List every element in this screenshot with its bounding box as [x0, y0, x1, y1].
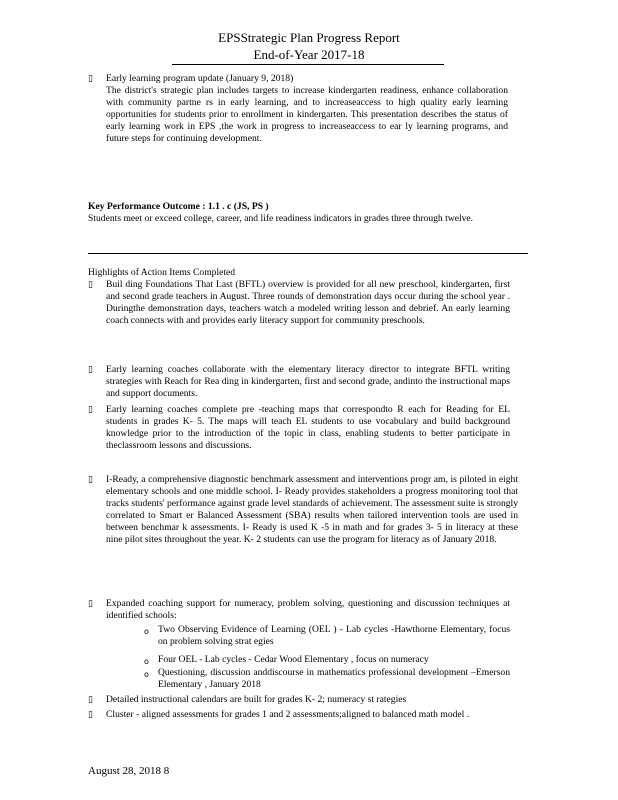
sub-bullet-icon: o	[144, 657, 149, 666]
highlights-heading: Highlights of Action Items Completed	[88, 267, 236, 278]
sub-bullet-icon: o	[144, 627, 149, 636]
bullet-icon: ▯	[88, 365, 93, 375]
bullet-icon: ▯	[88, 280, 93, 290]
section-divider	[88, 253, 528, 254]
report-subtitle: End-of-Year 2017-18	[253, 47, 365, 62]
title-underline	[172, 64, 444, 65]
list-item: Expanded coaching support for numeracy, problem solving, questioning and discussion techniques at identified schools:	[106, 598, 510, 622]
kpo-body: Students meet or exceed college, career, and life readiness indicators in grades three through twelve.	[88, 213, 474, 224]
sub-bullet-icon: o	[144, 670, 149, 679]
bullet-icon: ▯	[88, 599, 93, 609]
list-item: Early learning coaches collaborate with the elementary literacy director to integrate BFTL writing strategies with Reach for Rea ding in kindergarten, first and second grade, andinto the instructional maps and support documents.	[106, 364, 510, 400]
kpo-label: Key Performance Outcome : 1.1 . c (JS, PS )	[88, 201, 269, 212]
bullet-icon: ▯	[88, 475, 93, 485]
list-item: Detailed instructional calendars are built for grades K- 2; numeracy st rategies	[106, 694, 407, 705]
bullet-icon: ▯	[88, 695, 93, 705]
footer-date: August 28, 2018 8	[88, 765, 170, 777]
bullet-icon: ▯	[88, 405, 93, 415]
list-item: Buil ding Foundations That Last (BFTL) overview is provided for all new preschool, kindergarten, first and second grade teachers in August. Three rounds of demonstration days occur during the school year . Duringthe demonstration days, teachers watch a modeled writing lesson and debrief. An early learning coach connects with and provides early literacy support for community preschools.	[106, 279, 510, 327]
list-item: I-Ready, a comprehensive diagnostic benchmark assessment and interventions progr am, is piloted in eight elementary schools and one middle school. I- Ready provides stakeholders a progress monitoring tool that tracks students' performance against grade level standards of achievement. The assessment suite is strongly correlated to Smart er Balanced Assessment (SBA) results when tailored intervention tools are used in between benchmar k assessments. I- Ready is used K -5 in math and for grades 3- 5 in literacy at these nine pilot sites throughout the year. K- 2 students can use the program for literacy as of January 2018.	[106, 474, 518, 546]
bullet-icon: ▯	[88, 74, 93, 84]
list-item: Cluster - aligned assessments for grades 1 and 2 assessments;aligned to balanced math model .	[106, 709, 470, 720]
report-title: EPSStrategic Plan Progress Report	[218, 30, 400, 45]
sub-list-item: Questioning, discussion anddiscourse in mathematics professional development –Emerson Elementary , January 2018	[158, 667, 510, 691]
list-item: Early learning coaches complete pre -teaching maps that correspondto R each for Reading for EL students in grades K- 5. The maps will teach EL students to use vocabulary and build background knowledge prior to the introduction of the topic in class, enabling students to better participate in theclassroom lessons and discussions.	[106, 404, 510, 452]
sub-list-item: Four OEL - Lab cycles - Cedar Wood Elementary , focus on numeracy	[158, 654, 429, 665]
intro-heading: Early learning program update (January 9, 2018)	[106, 73, 294, 84]
intro-body: The district's strategic plan includes targets to increase kindergarten readiness, enhance collaboration with community partne rs in early learning, and to increaseaccess to high quality early learning opportunities for students prior to enrollment in kindergarten. This presentation describes the status of early learning work in EPS ,the work in progress to increaseaccess to ear ly learning programs, and future steps for continuing development.	[106, 85, 508, 145]
sub-list-item: Two Observing Evidence of Learning (OEL ) - Lab cycles -Hawthorne Elementary, focus on problem solving strat egies	[158, 624, 510, 648]
bullet-icon: ▯	[88, 710, 93, 720]
